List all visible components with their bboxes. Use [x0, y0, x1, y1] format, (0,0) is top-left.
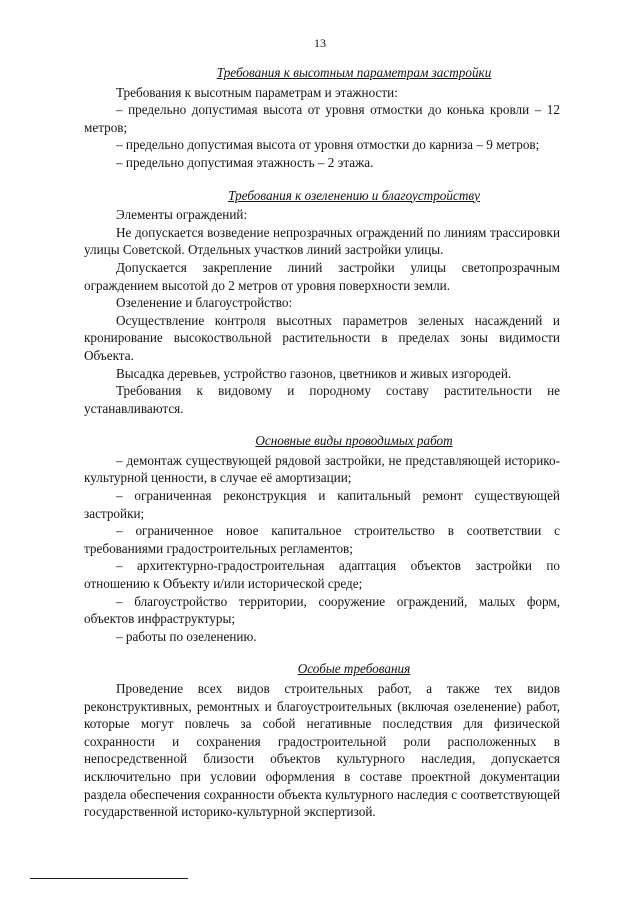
section-heading: Требования к высотным параметрам застройки	[216, 65, 492, 80]
section-special-requirements	[84, 660, 560, 820]
page-number: 13	[314, 36, 326, 50]
paragraph: – предельно допустимая этажность – 2 этажа.	[116, 154, 374, 170]
paragraph: Допускается закрепление линий застройки улицы светопрозрачным ограждением высотой до 2 метров от уровня поверхности земли.	[84, 259, 560, 293]
section-heading: Требования к озеленению и благоустройству	[228, 187, 480, 203]
paragraph: – демонтаж существующей рядовой застройки, не представляющей историко-культурной ценности, в случае её амортизации;	[84, 452, 560, 486]
paragraph: – работы по озеленению.	[116, 628, 257, 644]
paragraph: – предельно допустимая высота от уровня отмостки до карниза – 9 метров;	[116, 137, 540, 153]
paragraph: – архитектурно-градостроительная адаптация объектов застройки по отношению к Объекту и/или исторической среде;	[84, 558, 560, 592]
paragraph: Требования к видовому и породному составу растительности не устанавливаются.	[84, 383, 560, 416]
paragraph: Озеленение и благоустройство:	[116, 295, 293, 311]
footnote-rule	[30, 878, 188, 879]
paragraph: – предельно допустимая высота от уровня отмостки до конька кровли – 12 метров;	[84, 102, 560, 135]
section-landscaping-requirements	[84, 187, 560, 418]
paragraph: Не допускается возведение непрозрачных ограждений по линиям трассировки улицы Советской. Отдельных участков линий застройки улицы.	[84, 224, 560, 258]
section-main-works	[84, 432, 560, 645]
section-heading: Основные виды проводимых работ	[255, 433, 453, 449]
paragraph: Высадка деревьев, устройство газонов, цветников и живых изгородей.	[116, 365, 512, 381]
paragraph: Осуществление контроля высотных параметров зеленых насаждений и кронирование высокоствольной растительности в пределах зоны видимости Объекта.	[84, 312, 560, 363]
document-body	[84, 64, 560, 836]
paragraph: Проведение всех видов строительных работ, а также тех видов реконструктивных, ремонтных и благоустроительных (включая озеленение) работ, которые могут повлечь за собой негативные последствия для физической сохранности и сохранения градостроительной роли расположенных в непосредственной близости объектов культурного наследия, допускается исключительно при условии оформления в составе проектной документации раздела обеспечения сохранности объекта культурного наследия с соответствующей государственной историко-культурной экспертизой.	[84, 681, 560, 820]
section-heading: Особые требования	[297, 661, 411, 677]
paragraph: – ограниченное новое капитальное строительство в соответствии с требованиями градостроительных регламентов;	[84, 523, 560, 556]
section-height-requirements	[84, 64, 560, 172]
paragraph: – благоустройство территории, сооружение ограждений, малых форм, объектов инфраструктуры;	[84, 593, 560, 627]
paragraph: Элементы ограждений:	[116, 207, 248, 223]
paragraph: Требования к высотным параметрам и этажности:	[116, 84, 398, 100]
paragraph: – ограниченная реконструкция и капитальный ремонт существующей застройки;	[84, 488, 560, 521]
